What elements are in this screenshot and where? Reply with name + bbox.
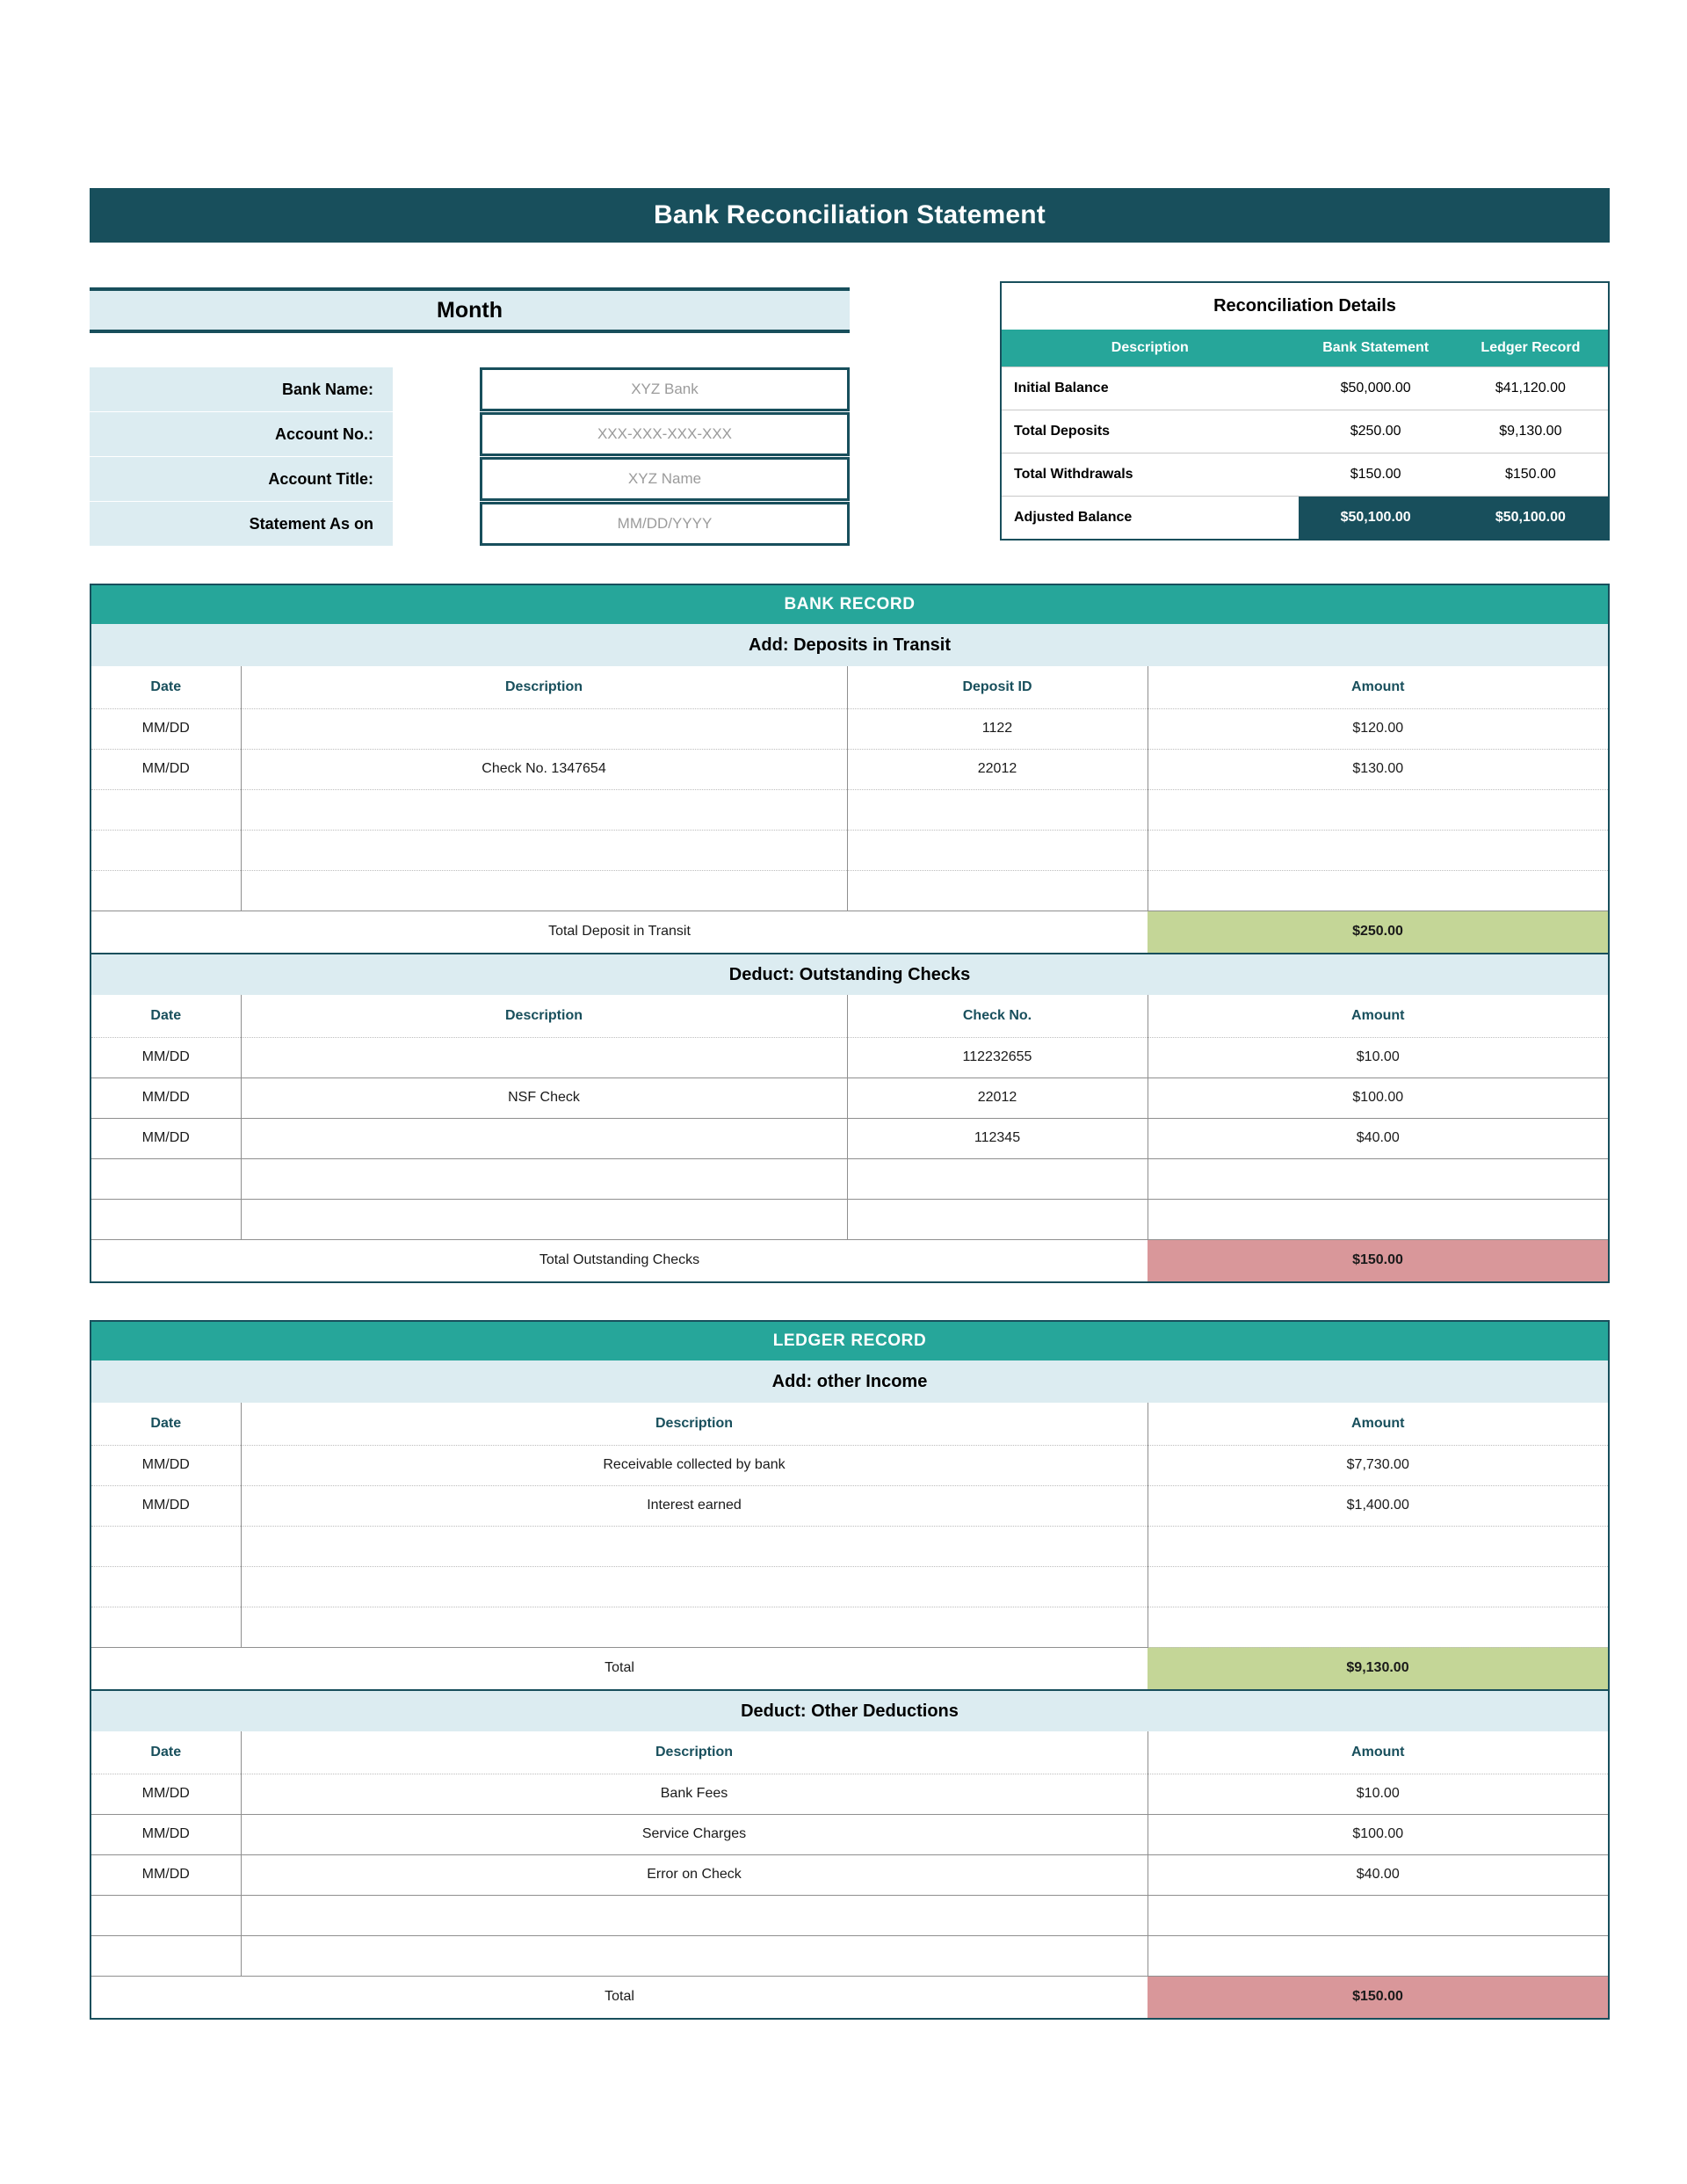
other-income-total-label: Total	[91, 1647, 1148, 1689]
cell-date[interactable]	[91, 1607, 241, 1647]
cell-ledger-record-adjusted: $50,100.00	[1453, 496, 1608, 539]
cell-check-no[interactable]: 22012	[847, 1077, 1148, 1118]
cell-date[interactable]: MM/DD	[91, 1854, 241, 1895]
page-title: Bank Reconciliation Statement	[90, 188, 1610, 243]
cell-amount[interactable]	[1148, 870, 1608, 911]
cell-amount[interactable]	[1148, 789, 1608, 830]
cell-amount[interactable]: $130.00	[1148, 749, 1608, 789]
cell-date[interactable]	[91, 789, 241, 830]
cell-description[interactable]	[241, 789, 847, 830]
statement-as-on-input[interactable]: MM/DD/YYYY	[480, 502, 850, 546]
table-row[interactable]	[91, 1077, 1608, 1118]
cell-check-no[interactable]: 112345	[847, 1118, 1148, 1158]
table-header-row	[91, 1731, 1608, 1774]
cell-bank-statement: $50,000.00	[1299, 366, 1453, 410]
outstanding-checks-total-amount: $150.00	[1148, 1239, 1608, 1281]
cell-amount[interactable]: $100.00	[1148, 1814, 1608, 1854]
cell-check-no[interactable]: 112232655	[847, 1037, 1148, 1077]
table-row[interactable]	[91, 1445, 1608, 1485]
cell-description[interactable]: Interest earned	[241, 1485, 1148, 1526]
cell-description[interactable]	[241, 1118, 847, 1158]
column-header-amount: Amount	[1148, 1403, 1608, 1445]
cell-description[interactable]: Check No. 1347654	[241, 749, 847, 789]
cell-amount[interactable]: $10.00	[1148, 1037, 1608, 1077]
cell-amount[interactable]	[1148, 1526, 1608, 1566]
statement-as-on-label: Statement As on	[90, 502, 393, 546]
column-header-date: Date	[91, 995, 241, 1037]
cell-check-no[interactable]	[847, 1158, 1148, 1199]
form-row-bank-name	[90, 367, 850, 411]
account-info-form	[90, 367, 850, 547]
cell-deposit-id[interactable]	[847, 830, 1148, 870]
cell-amount[interactable]: $120.00	[1148, 708, 1608, 749]
table-row-adjusted-balance	[1002, 496, 1608, 539]
cell-description[interactable]: Receivable collected by bank	[241, 1445, 1148, 1485]
cell-amount[interactable]: $10.00	[1148, 1774, 1608, 1814]
cell-date[interactable]: MM/DD	[91, 1445, 241, 1485]
reconciliation-details-title: Reconciliation Details	[1002, 283, 1608, 330]
cell-bank-statement: $150.00	[1299, 453, 1453, 496]
cell-amount[interactable]	[1148, 1935, 1608, 1976]
column-header-deposit-id: Deposit ID	[847, 666, 1148, 708]
cell-description[interactable]	[241, 870, 847, 911]
column-header-description: Description	[241, 1403, 1148, 1445]
table-row[interactable]	[91, 1774, 1608, 1814]
cell-ledger-record: $150.00	[1453, 453, 1608, 496]
cell-amount[interactable]	[1148, 1895, 1608, 1935]
ledger-record-section	[90, 1320, 1610, 2020]
cell-date[interactable]: MM/DD	[91, 1118, 241, 1158]
table-header-row	[91, 666, 1608, 708]
cell-description[interactable]: Error on Check	[241, 1854, 1148, 1895]
other-income-table	[91, 1403, 1608, 1689]
deposits-total-label: Total Deposit in Transit	[91, 911, 1148, 953]
form-row-statement-date	[90, 502, 850, 546]
table-row[interactable]	[91, 749, 1608, 789]
cell-ledger-record: $9,130.00	[1453, 410, 1608, 453]
cell-date[interactable]	[91, 870, 241, 911]
cell-date[interactable]	[91, 1199, 241, 1239]
bank-name-label: Bank Name:	[90, 367, 393, 411]
deposits-in-transit-table	[91, 666, 1608, 953]
table-row[interactable]	[91, 830, 1608, 870]
table-header-row	[91, 1403, 1608, 1445]
table-row[interactable]	[91, 1118, 1608, 1158]
deposits-total-row	[91, 911, 1608, 953]
cell-amount[interactable]: $7,730.00	[1148, 1445, 1608, 1485]
cell-deposit-id[interactable]	[847, 870, 1148, 911]
column-header-ledger-record: Ledger Record	[1453, 330, 1608, 366]
cell-amount[interactable]: $1,400.00	[1148, 1485, 1608, 1526]
table-row[interactable]	[91, 870, 1608, 911]
cell-amount[interactable]: $40.00	[1148, 1854, 1608, 1895]
cell-date[interactable]	[91, 1566, 241, 1607]
cell-date[interactable]	[91, 1935, 241, 1976]
cell-description[interactable]: Bank Fees	[241, 1774, 1148, 1814]
column-header-description: Description	[241, 995, 847, 1037]
deposits-total-amount: $250.00	[1148, 911, 1608, 953]
row-label: Total Deposits	[1002, 410, 1299, 453]
table-row[interactable]	[91, 1485, 1608, 1526]
cell-description[interactable]	[241, 1935, 1148, 1976]
deposits-in-transit-subtitle: Add: Deposits in Transit	[91, 624, 1608, 666]
column-header-amount: Amount	[1148, 666, 1608, 708]
cell-date[interactable]: MM/DD	[91, 1037, 241, 1077]
outstanding-checks-subtitle: Deduct: Outstanding Checks	[91, 953, 1608, 995]
table-row[interactable]	[91, 1199, 1608, 1239]
table-row[interactable]	[91, 1935, 1608, 1976]
table-row[interactable]	[91, 1814, 1608, 1854]
cell-description[interactable]	[241, 1037, 847, 1077]
table-row[interactable]	[91, 1566, 1608, 1607]
account-no-input[interactable]: XXX-XXX-XXX-XXX	[480, 412, 850, 456]
cell-description[interactable]	[241, 830, 847, 870]
cell-amount[interactable]	[1148, 1199, 1608, 1239]
account-title-input[interactable]: XYZ Name	[480, 457, 850, 501]
table-row	[1002, 366, 1608, 410]
row-label: Adjusted Balance	[1002, 496, 1299, 539]
table-row	[1002, 453, 1608, 496]
reconciliation-details-table	[1002, 330, 1608, 539]
row-label: Initial Balance	[1002, 366, 1299, 410]
table-row[interactable]	[91, 1607, 1608, 1647]
table-row[interactable]	[91, 789, 1608, 830]
cell-date[interactable]	[91, 830, 241, 870]
cell-description[interactable]: Service Charges	[241, 1814, 1148, 1854]
cell-deposit-id[interactable]: 22012	[847, 749, 1148, 789]
cell-amount[interactable]: $40.00	[1148, 1118, 1608, 1158]
other-income-total-amount: $9,130.00	[1148, 1647, 1608, 1689]
outstanding-checks-total-label: Total Outstanding Checks	[91, 1239, 1148, 1281]
other-deductions-total-row	[91, 1976, 1608, 2018]
cell-description[interactable]: NSF Check	[241, 1077, 847, 1118]
cell-description[interactable]	[241, 1158, 847, 1199]
other-deductions-subtitle: Deduct: Other Deductions	[91, 1689, 1608, 1731]
cell-date[interactable]: MM/DD	[91, 1077, 241, 1118]
cell-amount[interactable]	[1148, 1158, 1608, 1199]
table-header-row	[1002, 330, 1608, 366]
cell-date[interactable]	[91, 1526, 241, 1566]
table-row[interactable]	[91, 1037, 1608, 1077]
cell-amount[interactable]	[1148, 1607, 1608, 1647]
cell-date[interactable]: MM/DD	[91, 1485, 241, 1526]
reconciliation-details-panel	[1000, 281, 1610, 541]
cell-description[interactable]	[241, 1566, 1148, 1607]
cell-deposit-id[interactable]	[847, 789, 1148, 830]
row-label: Total Withdrawals	[1002, 453, 1299, 496]
cell-check-no[interactable]	[847, 1199, 1148, 1239]
outstanding-checks-total-row	[91, 1239, 1608, 1281]
cell-amount[interactable]	[1148, 1566, 1608, 1607]
cell-date[interactable]: MM/DD	[91, 749, 241, 789]
bank-name-input[interactable]: XYZ Bank	[480, 367, 850, 411]
outstanding-checks-table	[91, 995, 1608, 1281]
cell-date[interactable]	[91, 1895, 241, 1935]
cell-description[interactable]	[241, 1199, 847, 1239]
bank-record-section	[90, 584, 1610, 1283]
bank-record-banner: BANK RECORD	[91, 585, 1608, 624]
cell-date[interactable]: MM/DD	[91, 1774, 241, 1814]
column-header-bank-statement: Bank Statement	[1299, 330, 1453, 366]
table-row	[1002, 410, 1608, 453]
other-deductions-total-label: Total	[91, 1976, 1148, 2018]
column-header-date: Date	[91, 1403, 241, 1445]
form-row-account-title	[90, 457, 850, 501]
table-row[interactable]	[91, 708, 1608, 749]
cell-date[interactable]	[91, 1158, 241, 1199]
column-header-description: Description	[1002, 330, 1299, 366]
ledger-record-banner: LEDGER RECORD	[91, 1322, 1608, 1360]
form-row-account-no	[90, 412, 850, 456]
cell-description[interactable]	[241, 1607, 1148, 1647]
month-field[interactable]: Month	[90, 287, 850, 333]
cell-deposit-id[interactable]: 1122	[847, 708, 1148, 749]
column-header-description: Description	[241, 1731, 1148, 1774]
cell-ledger-record: $41,120.00	[1453, 366, 1608, 410]
cell-date[interactable]: MM/DD	[91, 1814, 241, 1854]
account-title-label: Account Title:	[90, 457, 393, 501]
column-header-check-no: Check No.	[847, 995, 1148, 1037]
column-header-date: Date	[91, 666, 241, 708]
cell-bank-statement: $250.00	[1299, 410, 1453, 453]
table-header-row	[91, 995, 1608, 1037]
cell-bank-statement-adjusted: $50,100.00	[1299, 496, 1453, 539]
other-income-subtitle: Add: other Income	[91, 1360, 1608, 1403]
cell-amount[interactable]	[1148, 830, 1608, 870]
table-row[interactable]	[91, 1854, 1608, 1895]
other-deductions-table	[91, 1731, 1608, 2018]
column-header-date: Date	[91, 1731, 241, 1774]
account-no-label: Account No.:	[90, 412, 393, 456]
table-row[interactable]	[91, 1158, 1608, 1199]
table-row[interactable]	[91, 1526, 1608, 1566]
cell-description[interactable]	[241, 1526, 1148, 1566]
cell-description[interactable]	[241, 1895, 1148, 1935]
column-header-amount: Amount	[1148, 995, 1608, 1037]
column-header-amount: Amount	[1148, 1731, 1608, 1774]
other-income-total-row	[91, 1647, 1608, 1689]
table-row[interactable]	[91, 1895, 1608, 1935]
cell-date[interactable]: MM/DD	[91, 708, 241, 749]
column-header-description: Description	[241, 666, 847, 708]
cell-amount[interactable]: $100.00	[1148, 1077, 1608, 1118]
other-deductions-total-amount: $150.00	[1148, 1976, 1608, 2018]
cell-description[interactable]	[241, 708, 847, 749]
